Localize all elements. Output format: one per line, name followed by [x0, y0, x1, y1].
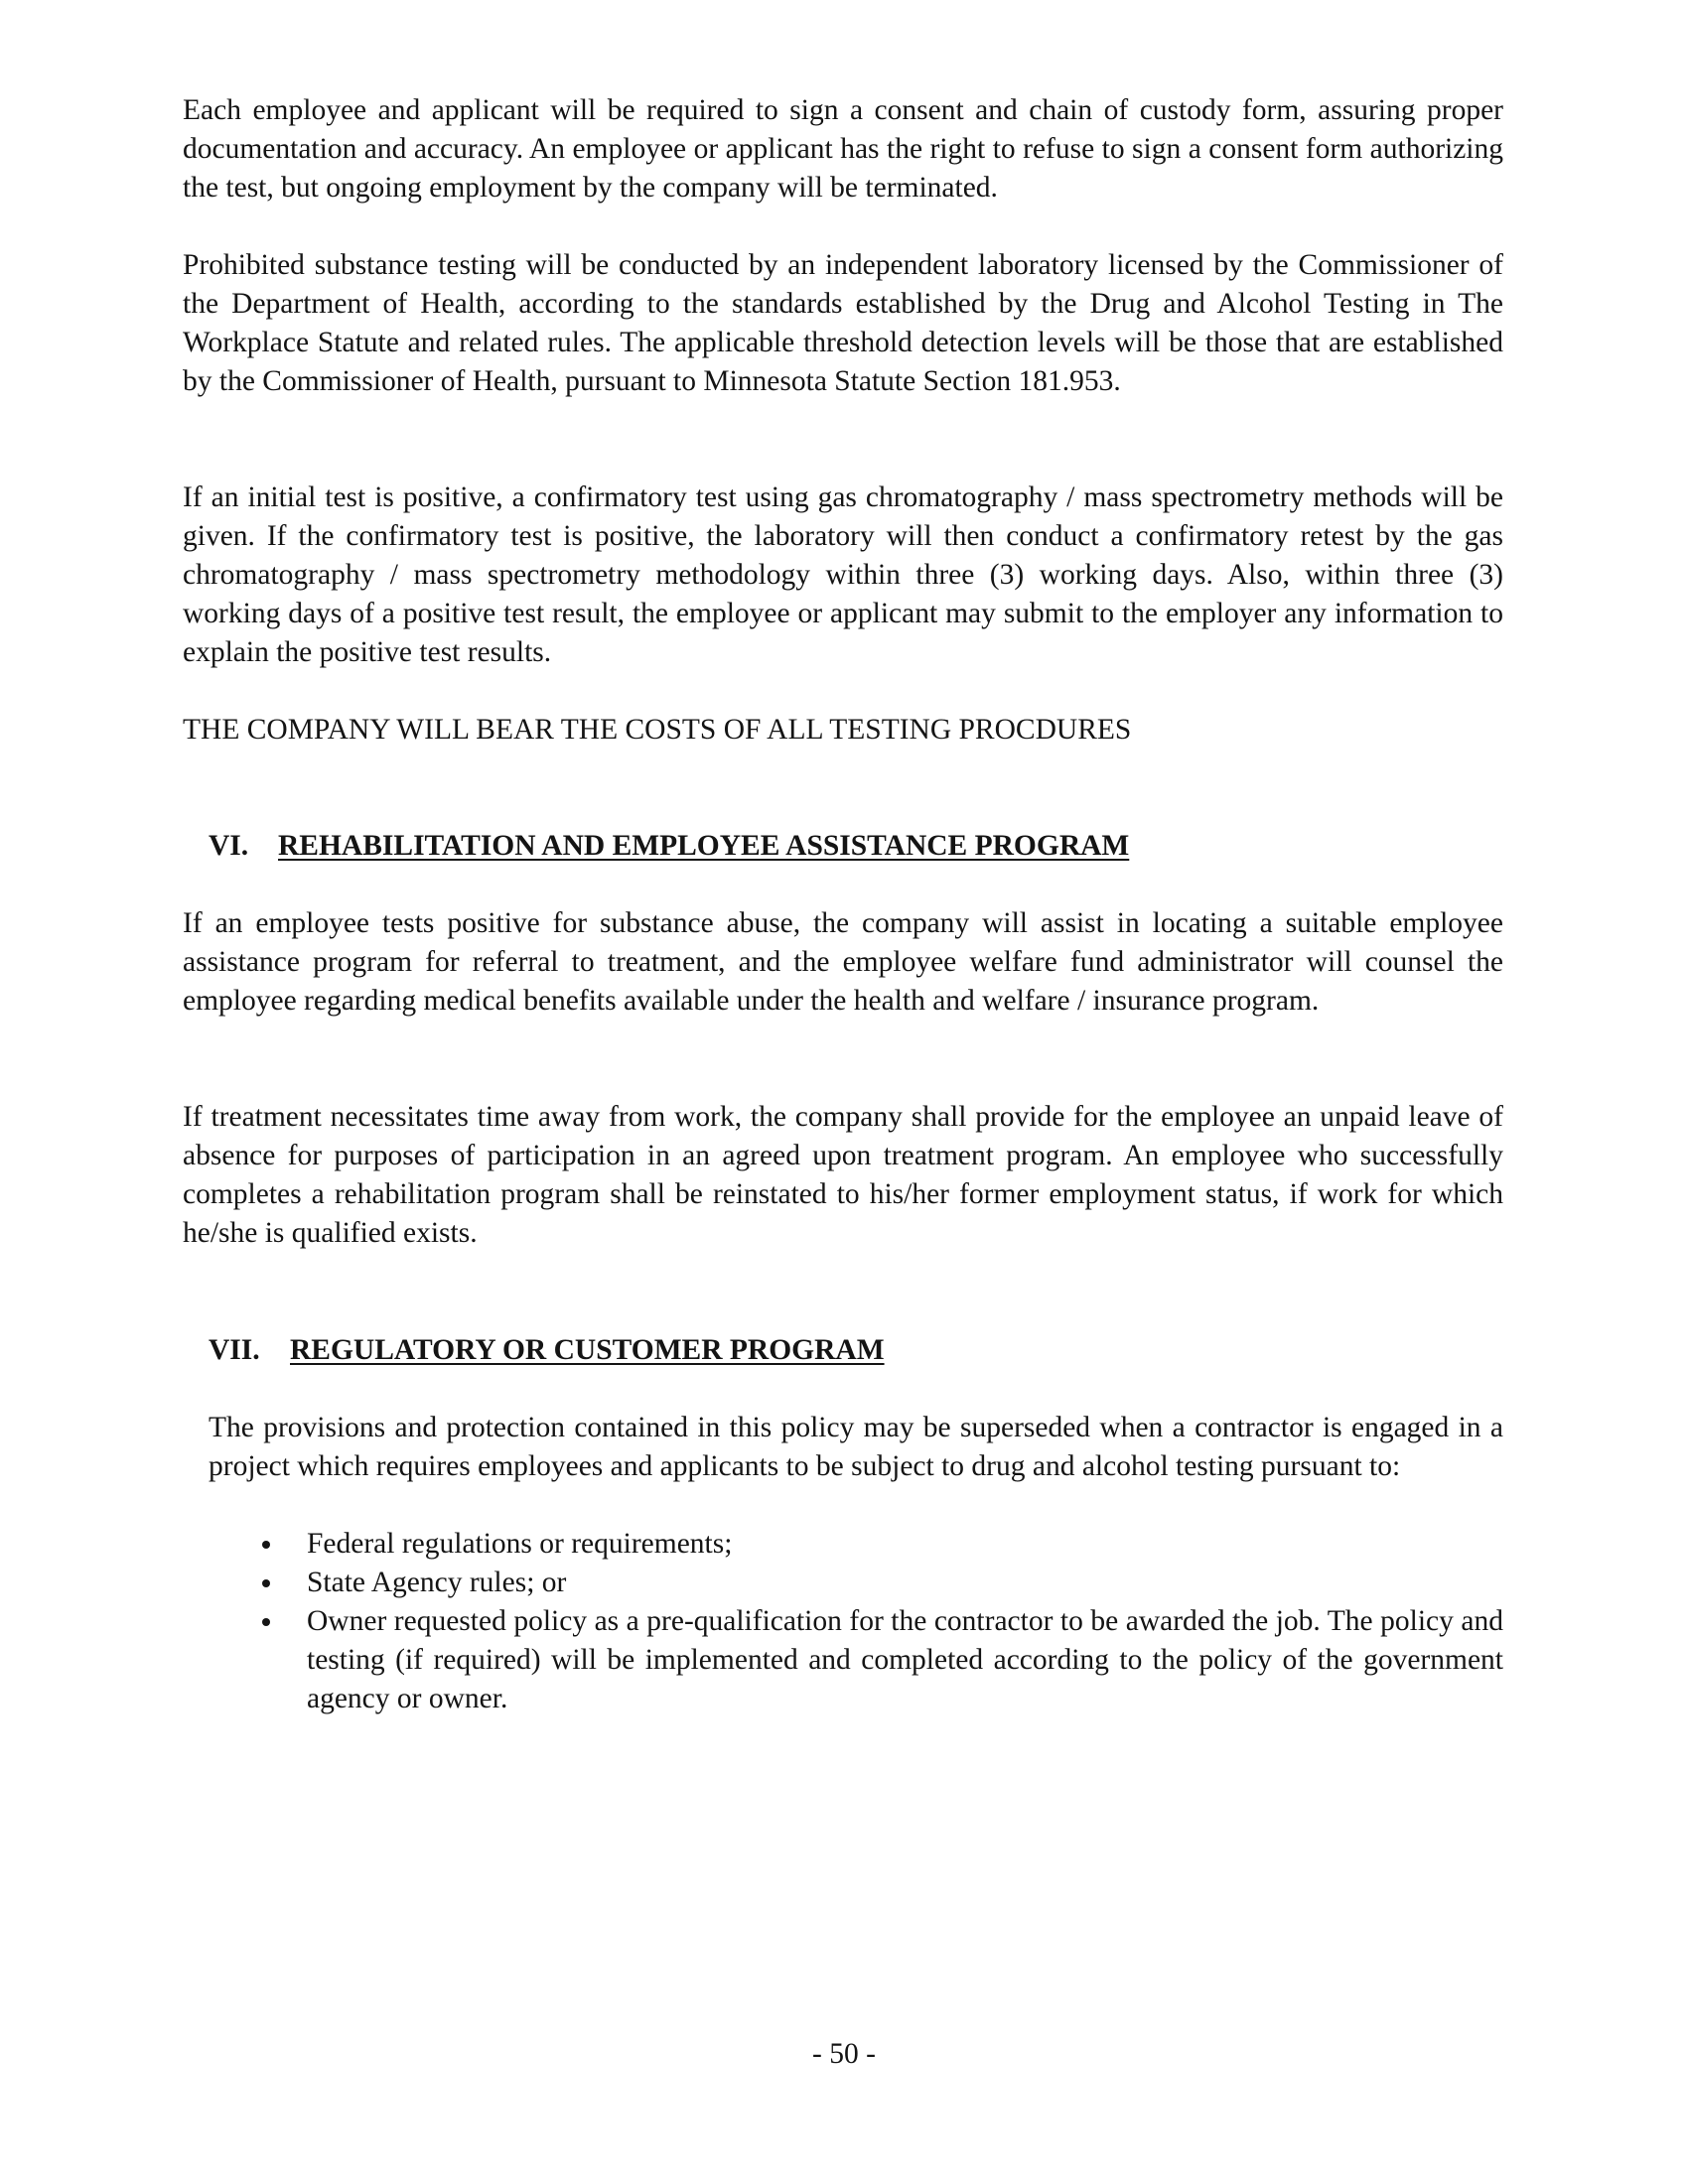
- section-vii-bullet-list: [209, 1525, 1503, 1718]
- section-vii-paragraph-1: The provisions and protection contained in this policy may be superseded when a contractor is engaged in a project which requires employees and applicants to be subject to drug and alcohol testing pursuant to:: [209, 1412, 1503, 1482]
- costs-paragraph: THE COMPANY WILL BEAR THE COSTS OF ALL TESTING PROCDURES: [183, 714, 1132, 746]
- confirmatory-paragraph: If an initial test is positive, a confirmatory test using gas chromatography / mass spectrometry methods will be given. If the confirmatory test is positive, the laboratory will then conduct a confirmatory retest by the gas chromatography / mass spectrometry methodology within three (3) working days. Also, within three (3) working days of a positive test result, the employee or applicant may submit to the employer any information to explain the positive test results.: [183, 481, 1503, 668]
- section-vii-number: VII.: [209, 1334, 260, 1366]
- bullet-text-owner: Owner requested policy as a pre-qualification for the contractor to be awarded the job. The policy and testing (if required) will be implemented and completed according to the policy of the government agency or owner.: [307, 1605, 1503, 1714]
- bullet-item-federal: [209, 1525, 1503, 1564]
- section-vii-title: REGULATORY OR CUSTOMER PROGRAM: [290, 1334, 885, 1366]
- bullet-item-state: [209, 1564, 1503, 1602]
- section-vii-heading: [209, 1331, 885, 1370]
- bullet-text-federal: Federal regulations or requirements;: [307, 1528, 733, 1560]
- bullet-dot-icon: [262, 1579, 270, 1587]
- bullet-dot-icon: [262, 1541, 270, 1549]
- laboratory-paragraph: Prohibited substance testing will be conducted by an independent laboratory licensed by the Commissioner of the Department of Health, according to the standards established by the Drug and Alcohol Testing in The Workplace Statute and related rules. The applicable threshold detection levels will be those that are established by the Commissioner of Health, pursuant to Minnesota Statute Section 181.953.: [183, 249, 1503, 397]
- page-number: - 50 -: [812, 2038, 876, 2070]
- section-vi-heading: [209, 827, 1129, 866]
- bullet-text-state: State Agency rules; or: [307, 1567, 567, 1598]
- bullet-item-owner: [209, 1602, 1503, 1718]
- bullet-dot-icon: [262, 1618, 270, 1626]
- section-vi-title: REHABILITATION AND EMPLOYEE ASSISTANCE PROGRAM: [278, 830, 1130, 862]
- section-vi-paragraph-2: If treatment necessitates time away from work, the company shall provide for the employee an unpaid leave of absence for purposes of participation in an agreed upon treatment program. An employee who successfully completes a rehabilitation program shall be reinstated to his/her former employment status, if work for which he/she is qualified exists.: [183, 1101, 1503, 1249]
- section-vi-paragraph-1: If an employee tests positive for substance abuse, the company will assist in locating a suitable employee assistance program for referral to treatment, and the employee welfare fund administrator will counsel the employee regarding medical benefits available under the health and welfare / insurance program.: [183, 907, 1503, 1017]
- section-vi-number: VI.: [209, 830, 249, 862]
- consent-paragraph: Each employee and applicant will be required to sign a consent and chain of custody form, assuring proper documentation and accuracy. An employee or applicant has the right to refuse to sign a consent form authorizing the test, but ongoing employment by the company will be terminated.: [183, 94, 1503, 204]
